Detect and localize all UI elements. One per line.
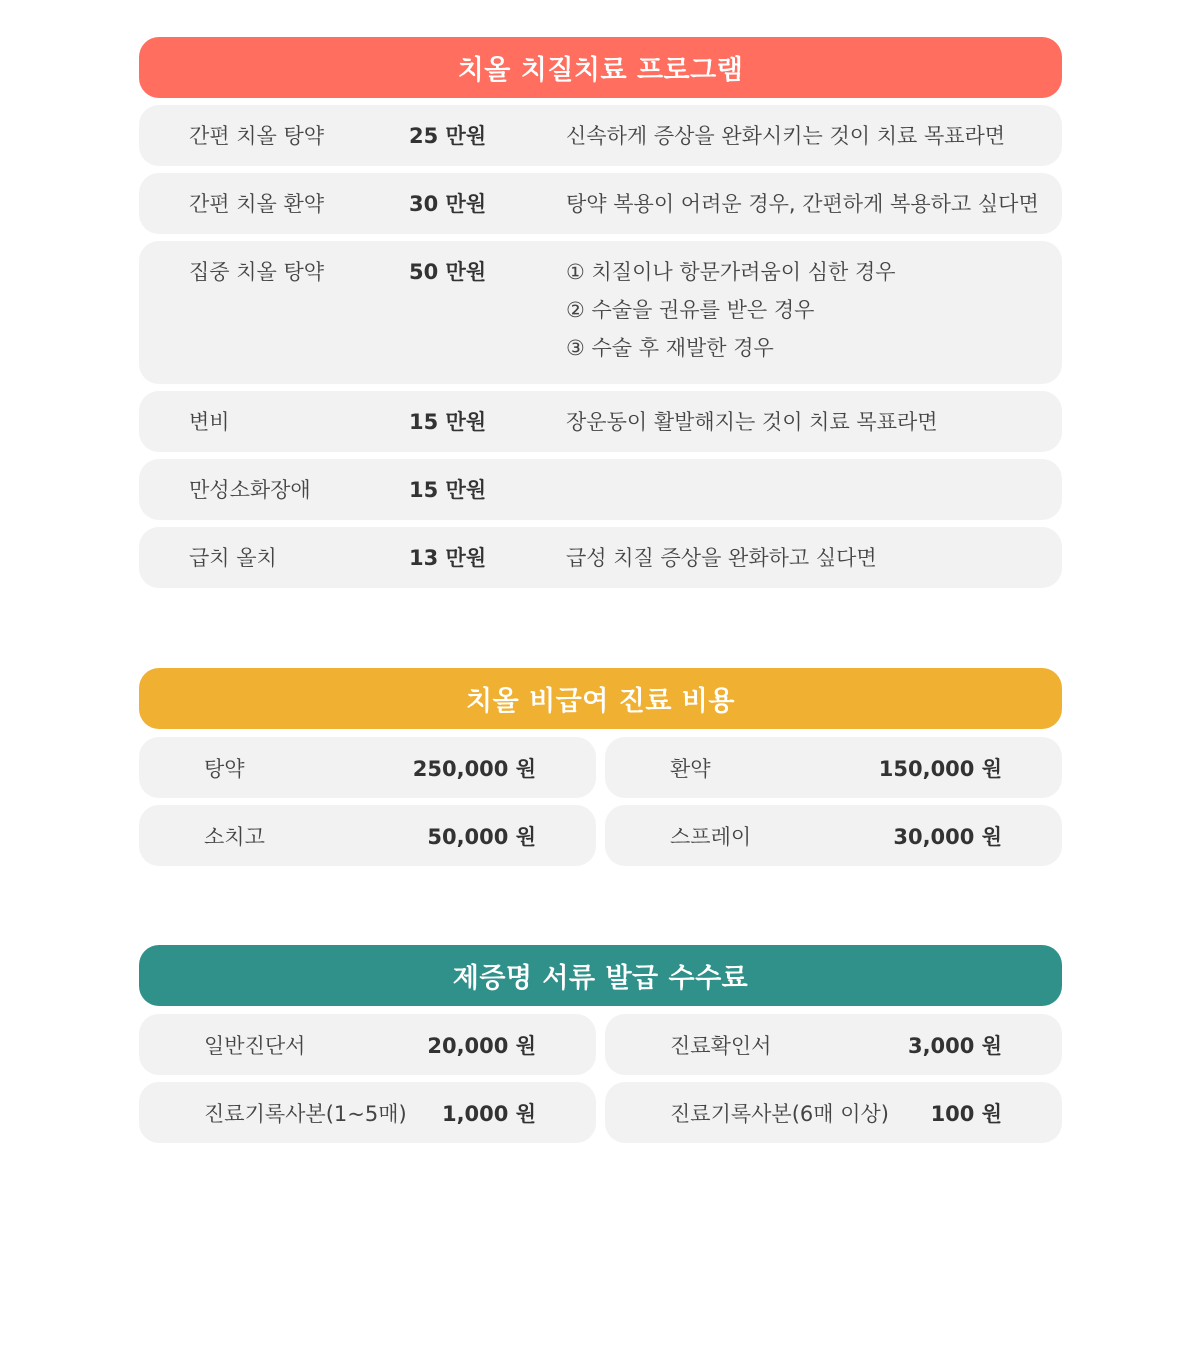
- price-item-label: 소치고: [204, 824, 265, 849]
- program-row: [139, 527, 1062, 588]
- certificate-section: [139, 945, 1062, 1143]
- program-section: [139, 37, 1062, 588]
- price-item-amount: 150,000 원: [878, 756, 1002, 781]
- fee-item-amount: 3,000 원: [907, 1033, 1002, 1058]
- fee-item-amount: 100 원: [930, 1101, 1002, 1126]
- program-name: 간편 치올 탕약: [189, 124, 325, 148]
- price-item: [139, 805, 596, 866]
- price-item: [605, 805, 1062, 866]
- program-price: 13 만원: [409, 546, 487, 570]
- price-item: [139, 737, 596, 798]
- fee-item: [139, 1014, 596, 1075]
- program-row: [139, 241, 1062, 384]
- fee-item-amount: 20,000 원: [427, 1033, 536, 1058]
- fee-item: [605, 1082, 1062, 1143]
- program-name: 급치 올치: [189, 546, 277, 570]
- price-item-label: 스프레이: [670, 824, 752, 849]
- program-row: [139, 105, 1062, 166]
- noncovered-grid: [139, 737, 1062, 866]
- fee-item-label: 일반진단서: [204, 1033, 306, 1058]
- fee-item-label: 진료기록사본(1~5매): [204, 1101, 407, 1126]
- program-desc: 장운동이 활발해지는 것이 치료 목표라면: [566, 410, 938, 434]
- certificate-header: 제증명 서류 발급 수수료: [139, 945, 1062, 1006]
- program-price: 15 만원: [409, 410, 487, 434]
- certificate-grid: [139, 1014, 1062, 1143]
- price-item-amount: 30,000 원: [893, 824, 1002, 849]
- price-item-amount: 50,000 원: [427, 824, 536, 849]
- fee-item-label: 진료기록사본(6매 이상): [670, 1101, 889, 1126]
- program-desc: 신속하게 증상을 완화시키는 것이 치료 목표라면: [566, 124, 1006, 148]
- program-desc-line: ② 수술을 권유를 받은 경우: [566, 298, 815, 322]
- program-name: 만성소화장애: [189, 478, 311, 502]
- price-item-label: 탕약: [204, 756, 245, 781]
- fee-item: [605, 1014, 1062, 1075]
- program-price: 25 만원: [409, 124, 487, 148]
- program-name: 간편 치올 환약: [189, 192, 325, 216]
- program-desc: 탕약 복용이 어려운 경우, 간편하게 복용하고 싶다면: [566, 192, 1039, 216]
- program-desc-line: ① 치질이나 항문가려움이 심한 경우: [566, 260, 896, 284]
- price-item: [605, 737, 1062, 798]
- program-row: [139, 173, 1062, 234]
- program-row: [139, 459, 1062, 520]
- noncovered-header: 치올 비급여 진료 비용: [139, 668, 1062, 729]
- price-item-label: 환약: [670, 756, 711, 781]
- program-price: 30 만원: [409, 192, 487, 216]
- program-price: 15 만원: [409, 478, 487, 502]
- program-desc-list: [566, 257, 1062, 371]
- fee-item: [139, 1082, 596, 1143]
- program-name: 집중 치올 탕약: [189, 260, 325, 284]
- program-price: 50 만원: [409, 260, 487, 284]
- fee-item-amount: 1,000 원: [441, 1101, 536, 1126]
- program-desc-line: ③ 수술 후 재발한 경우: [566, 336, 774, 360]
- program-name: 변비: [189, 410, 230, 434]
- program-row: [139, 391, 1062, 452]
- fee-item-label: 진료확인서: [670, 1033, 772, 1058]
- price-item-amount: 250,000 원: [412, 756, 536, 781]
- program-header: 치올 치질치료 프로그램: [139, 37, 1062, 98]
- program-desc: 급성 치질 증상을 완화하고 싶다면: [566, 546, 877, 570]
- noncovered-section: [139, 668, 1062, 866]
